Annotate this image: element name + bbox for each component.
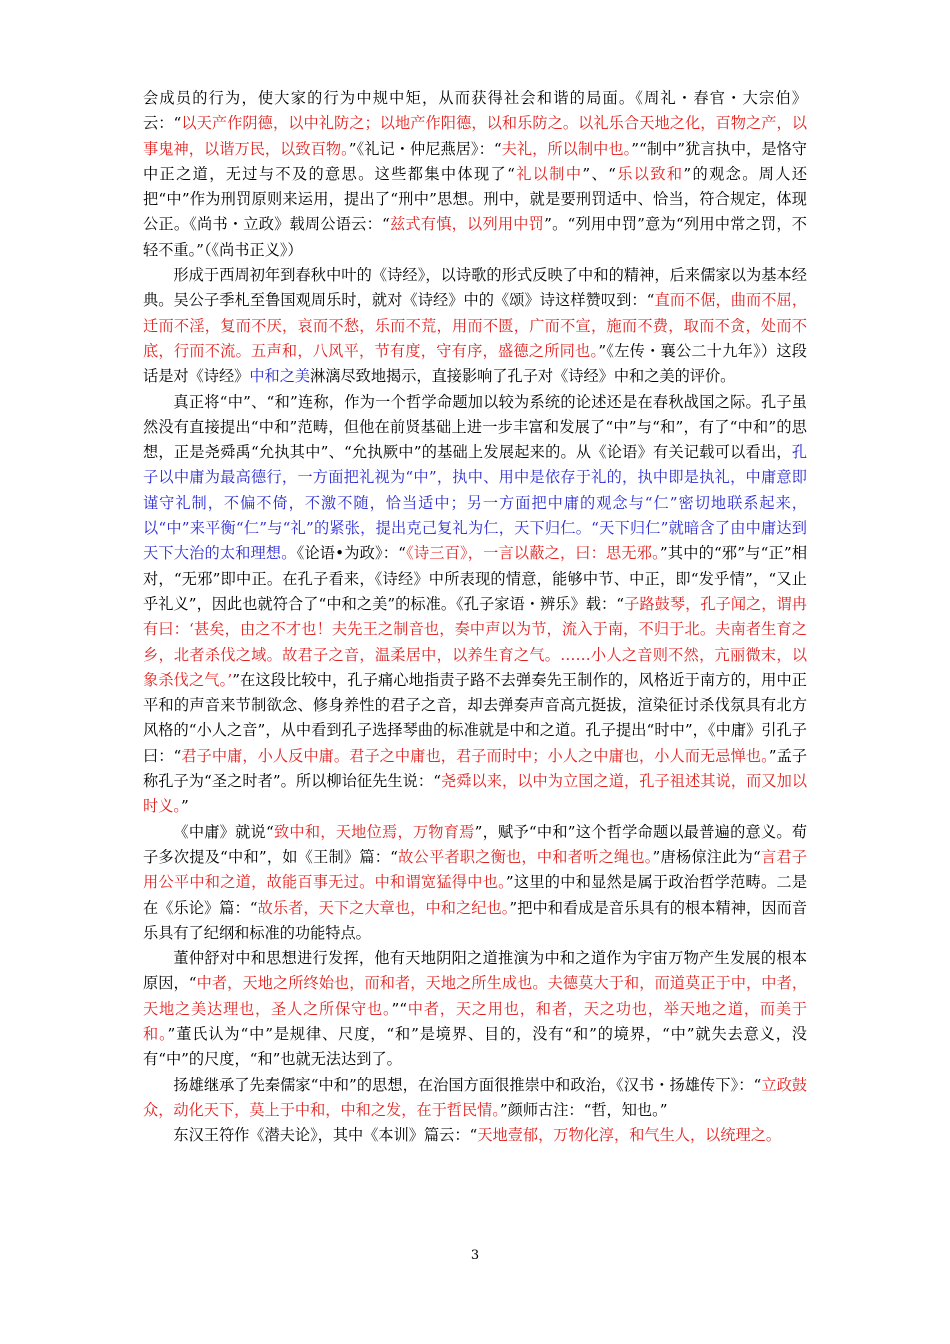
quotation-text: 中者，天地之所终始也，而和者，天地之所生成也。夫德莫大于和，而道莫正于中，中者，天地之美达理也，圣人之所保守也。: [143, 974, 808, 1018]
body-text-run: ”唐杨倞注此为“: [652, 847, 761, 866]
body-text-run: 《论语•为政》：“: [296, 544, 406, 563]
body-text-run: ”这里的中和显然是属于政治哲学范畴。二是在《乐论》篇：“: [143, 873, 808, 917]
body-text-run: ”、“: [582, 164, 616, 183]
emphasis-text: 中和之美: [249, 367, 311, 386]
quotation-text: 子路鼓琴，孔子闻之，谓冉有曰：‘甚矣，由之不才也！夫先王之制音也，奏中声以为节，流入于南，不归于北。夫南者生育之乡，北者杀伐之域。故君子之音，温柔居中，以养生育之气。……小人之音则不然，亢丽微末，以象杀伐之气。’: [143, 594, 807, 689]
body-text: [143, 86, 807, 1148]
body-text-run: ”颜师古注：“哲，知也。”: [499, 1100, 668, 1119]
body-text-run: ”董氏认为“中”是规律、尺度，“和”是境界、目的，没有“和”的境界，“中”就失去意义，没有“中”的尺度，“和”也就无法达到了。: [143, 1024, 807, 1069]
quotation-text: 故公平者职之衡也，中和者听之绳也。: [397, 847, 653, 866]
body-text-run: 《中庸》就说“: [173, 822, 274, 841]
quotation-text: 夫礼，所以制中也。: [501, 139, 632, 158]
quotation-text: 《诗三百》，一言以蔽之，曰：思无邪。: [405, 544, 660, 563]
body-text-run: 真正将“中”、“和”连称，作为一个哲学命题加以较为系统的论述还是在春秋战国之际。孔子虽然没有直接提出“中和”范畴，但他在前贤基础上进一步丰富和发展了“中”与“和”，有了“中和”的思想，正是尧舜禹“允执其中”、“允执厥中”的基础上发展起来的。从《论语》有关记载可以看出，: [143, 392, 807, 462]
quotation-text: 君子中庸，小人反中庸。君子之中庸也，君子而时中；小人之中庸也，小人而无忌惮也。: [181, 746, 769, 765]
body-text-run: ”《礼记・仲尼燕居》：“: [348, 139, 502, 158]
quotation-text: 尧舜以来，以中为立国之道，孔子祖述其说，而又加以时义。: [143, 772, 808, 816]
body-text-run: ”。“列用中罚”意为“列用中常之罚，不轻不重。”（《尚书正义》）: [143, 215, 807, 259]
body-text-run: ”其中的“邪”与“正”相对，“无邪”即中正。在孔子看来，《诗经》中所表现的情意，能够中节、中正，即“发乎情”，“又止乎礼义”，因此也就符合了“中和之美”的标准。《孔子家语・辨乐》载：“: [143, 544, 808, 613]
body-text-run: ”的观念。周人还把“中”作为刑罚原则来运用，提出了“刑中”思想。刑中，就是要刑罚适中、恰当，符合规定，体现公正。《尚书・立政》载周公语云：“: [143, 164, 808, 234]
quotation-text: 言君子用公平中和之道，故能百事无过。中和谓宽猛得中也。: [143, 847, 808, 892]
paragraph: [143, 86, 807, 263]
body-text-run: 扬雄继承了先秦儒家“中和”的思想，在治国方面很推崇中和政治，《汉书・扬雄传下》：“: [173, 1075, 762, 1094]
page-number: 3: [470, 1248, 480, 1263]
quotation-text: 立政鼓众，动化天下，莫上于中和，中和之发，在于哲民情。: [143, 1075, 808, 1119]
quotation-text: 故乐者，天下之大章也，中和之纪也。: [257, 898, 510, 917]
paragraph: [143, 390, 807, 820]
emphasis-text: 孔子以中庸为最高德行，一方面把礼视为“中”，执中、用中是依存于礼的，执中即是执礼，中庸意即谨守礼制，不偏不倚，不激不随，恰当适中；另一方面把中庸的观念与“仁”密切地联系起来，以“中”来平衡“仁”与“礼”的紧张，提出克己复礼为仁，天下归仁。“天下归仁”就暗含了由中庸达到天下大治的太和理想。: [143, 443, 807, 563]
paragraph: [143, 820, 807, 946]
quotation-text: 天地壹郁，万物化淳，和气生人，以统理之。: [477, 1126, 782, 1145]
quotation-text: 乐以致和: [615, 164, 684, 183]
body-text-run: 东汉王符作《潜夫论》，其中《本训》篇云：“: [173, 1126, 478, 1145]
body-text-run: ”: [180, 797, 189, 816]
body-text-run: ”《左传・襄公二十九年》）这段话是对《诗经》: [143, 341, 807, 386]
paragraph: [143, 263, 807, 389]
paragraph: [143, 946, 807, 1072]
paragraph: [143, 1073, 807, 1124]
quotation-text: 以天产作阴德，以中礼防之；以地产作阳德，以和乐防之。以礼乐合天地之化，百物之产，以事鬼神，以谐万民，以致百物。: [143, 114, 808, 158]
body-text-run: 会成员的行为，使大家的行为中规中矩，从而获得社会和谐的局面。《周礼・春官・大宗伯》云：“: [143, 89, 807, 133]
quotation-text: 中者，天之用也，和者，天之功也，举天地之道，而美于和。: [143, 999, 808, 1043]
body-text-run: ”在这段比较中，孔子痛心地指责子路不去弹奏先王制作的，风格近于南方的，用中正平和的声音来节制欲念、修身养性的君子之音，却去弹奏声音高亢挺拔，渲染征讨杀伐氛具有北方风格的“小人之音”，从中看到孔子选择琴曲的标准就是中和之道。孔子提出“时中”，《中庸》引孔子曰：“: [143, 670, 807, 765]
body-text-run: ”“制中”犹言执中，是恪守中正之道，无过与不及的意思。这些都集中体现了“: [143, 139, 807, 183]
body-text-run: 淋漓尽致地揭示，直接影响了孔子对《诗经》中和之美的评价。: [310, 367, 736, 386]
body-text-run: 董仲舒对中和思想进行发挥，他有天地阴阳之道推演为中和之道作为宇宙万物产生发展的根本原因，“: [143, 949, 807, 993]
quotation-text: 致中和，天地位焉，万物育焉: [273, 822, 475, 841]
body-text-run: ”“: [391, 999, 407, 1018]
quotation-text: 礼以制中: [514, 164, 583, 183]
body-text-run: 形成于西周初年到春秋中叶的《诗经》，以诗歌的形式反映了中和的精神，后来儒家以为基本经典。吴公子季札至鲁国观周乐时，就对《诗经》中的《颂》诗这样赞叹到：“: [143, 266, 807, 310]
quotation-text: 兹式有慎，以列用中罚: [389, 215, 545, 234]
paragraph: [143, 1123, 807, 1148]
quotation-text: 直而不倨，曲而不屈，迁而不淫，复而不厌，哀而不愁，乐而不荒，用而不匮，广而不宣，施而不费，取而不贪，处而不底，行而不流。五声和，八风平，节有度，守有序，盛德之所同也。: [143, 291, 808, 360]
body-text-run: ”，赋予“中和”这个哲学命题以最普遍的意义。荀子多次提及“中和”，如《王制》篇：“: [143, 822, 808, 866]
body-text-run: ”孟子称孔子为“圣之时者”。所以柳诒征先生说：“: [143, 746, 808, 791]
body-text-run: ”把中和看成是音乐具有的根本精神，因而音乐具有了纪纲和标准的功能特点。: [143, 898, 808, 942]
